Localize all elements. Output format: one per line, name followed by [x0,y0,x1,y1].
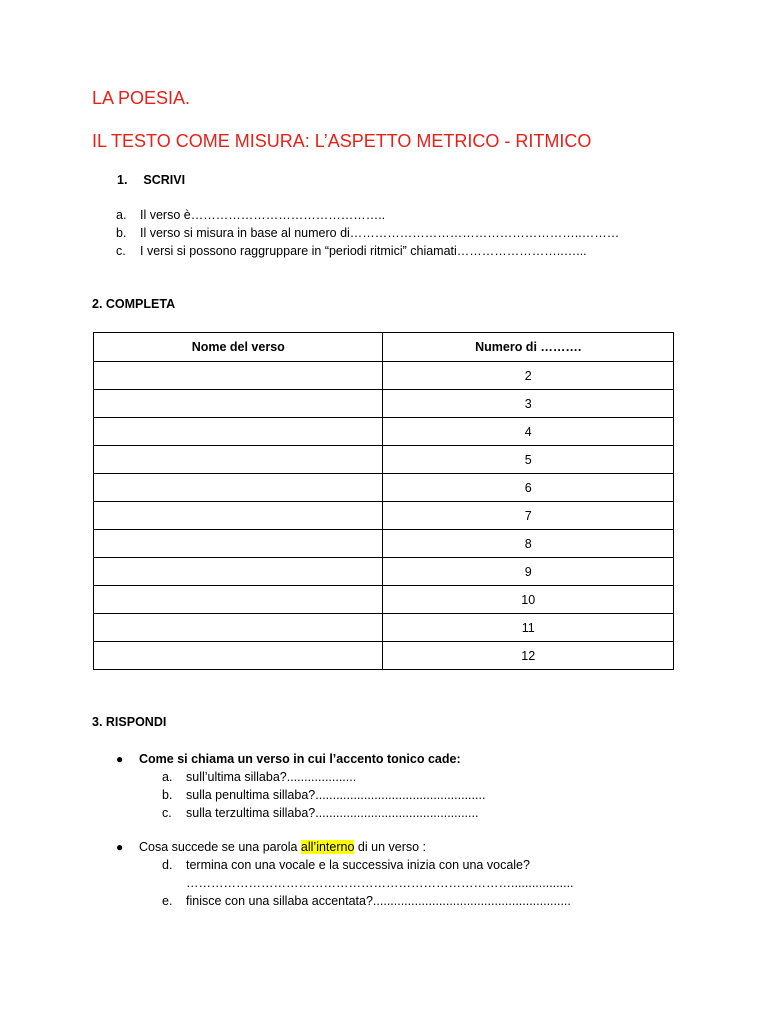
question2-item-e [162,894,571,908]
item-text: Il verso si misura in base al numero di………………………………………………..……… [140,226,620,240]
question2-text [139,840,426,854]
bullet-icon: ● [116,752,124,766]
table-row [94,530,674,558]
section3-heading: 3. RISPONDI [92,715,167,729]
verse-name-cell[interactable] [94,502,383,530]
question2-text-before: Cosa succede se una parola [139,840,301,854]
item-marker: d. [162,858,173,872]
section1-item-a [116,208,385,222]
table-header-name: Nome del verso [94,333,383,362]
table-row [94,474,674,502]
answer-dots: …………………………………………………………………….................. [186,876,574,890]
table-row [94,446,674,474]
item-text: termina con una vocale e la successiva inizia con una vocale? [186,858,530,872]
syllable-count-cell: 7 [383,502,674,530]
syllable-count-cell: 5 [383,446,674,474]
table-row [94,614,674,642]
syllable-count-cell: 6 [383,474,674,502]
syllable-count-cell: 10 [383,586,674,614]
item-marker: e. [162,894,173,908]
verse-name-cell[interactable] [94,446,383,474]
question2-item-d [162,858,530,872]
verse-name-cell[interactable] [94,558,383,586]
item-marker: c. [162,806,172,820]
syllable-count-cell: 8 [383,530,674,558]
question1-item-b [162,788,485,802]
highlighted-phrase: all’interno [300,840,355,854]
table-row [94,586,674,614]
item-marker: b. [162,788,173,802]
verse-name-cell[interactable] [94,586,383,614]
syllable-count-cell: 12 [383,642,674,670]
section1-title: SCRIVI [143,173,186,187]
table-row [94,390,674,418]
verse-name-cell[interactable] [94,614,383,642]
item-text: sulla penultima sillaba?................................................. [186,788,486,802]
page-subtitle: IL TESTO COME MISURA: L’ASPETTO METRICO - RITMICO [92,131,592,151]
table-row [94,558,674,586]
question1-item-a [162,770,356,784]
table-row [94,418,674,446]
section1-item-c [116,244,587,258]
item-marker: b. [116,226,127,240]
verse-name-cell[interactable] [94,418,383,446]
verse-name-cell[interactable] [94,390,383,418]
bullet-icon: ● [116,840,124,854]
question2-answer-line [162,876,574,890]
item-text: I versi si possono raggruppare in “periodi ritmici” chiamati……………………..…... [140,244,587,258]
table-header-number: Numero di ………. [383,333,674,362]
verse-table [93,332,674,670]
verse-name-cell[interactable] [94,474,383,502]
syllable-count-cell: 9 [383,558,674,586]
section1-number: 1. [117,173,128,187]
syllable-count-cell: 4 [383,418,674,446]
page-title: LA POESIA. [92,88,191,108]
table-row [94,502,674,530]
item-marker: a. [162,770,173,784]
syllable-count-cell: 3 [383,390,674,418]
section1-item-b [116,226,619,240]
verse-name-cell[interactable] [94,530,383,558]
item-marker: c. [116,244,126,258]
verse-name-cell[interactable] [94,362,383,390]
question1-item-c [162,806,478,820]
item-text: finisce con una sillaba accentata?......................................................... [186,894,571,908]
question2-text-after: di un verso : [354,840,427,854]
section1-heading [117,173,185,187]
syllable-count-cell: 11 [383,614,674,642]
table-row [94,642,674,670]
item-text: Il verso è……………………………………….. [140,208,386,222]
syllable-count-cell: 2 [383,362,674,390]
item-marker: a. [116,208,127,222]
table-row [94,362,674,390]
verse-name-cell[interactable] [94,642,383,670]
section2-heading: 2. COMPLETA [92,297,176,311]
table-header-row [94,333,674,362]
item-text: sull’ultima sillaba?.................... [186,770,357,784]
item-text: sulla terzultima sillaba?............................................... [186,806,479,820]
question1-text: Come si chiama un verso in cui l’accento tonico cade: [139,752,461,766]
